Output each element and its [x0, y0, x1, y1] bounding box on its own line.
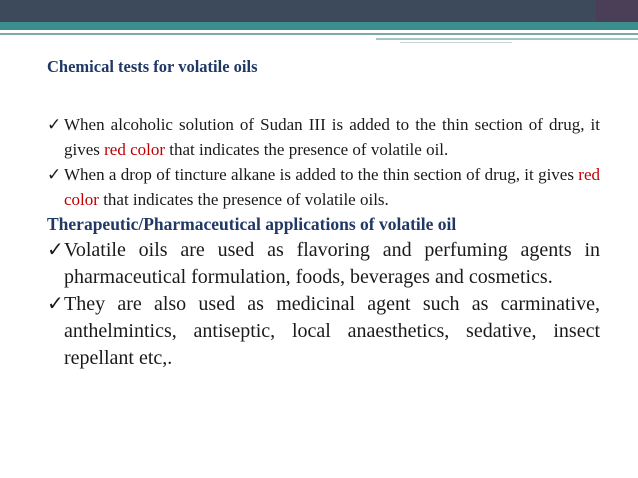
- decorative-line: [376, 38, 638, 40]
- checkmark-icon: ✓: [47, 239, 64, 261]
- checkmark-icon: ✓: [47, 165, 62, 184]
- bullet-text: When a drop of tincture alkane is added to the thin section of drug, it gives: [64, 165, 579, 184]
- decorative-line: [400, 42, 512, 43]
- decorative-line: [0, 33, 638, 35]
- slide-content: [47, 112, 600, 372]
- bullet-item: [47, 291, 600, 372]
- bullet-item: [47, 237, 600, 291]
- bullet-text: that indicates the presence of volatile oils.: [98, 190, 389, 209]
- bullet-text: They are also used as medicinal agent such as carminative, anthelmintics, antiseptic, local anaesthetics, sedative, insect repellant etc,.: [64, 293, 600, 369]
- bullet-text: Volatile oils are used as flavoring and perfuming agents in pharmaceutical formulation, foods, beverages and cosmetics.: [64, 239, 600, 288]
- bullet-item: [47, 112, 600, 162]
- teal-stripe: [0, 22, 638, 30]
- bullet-item: [47, 162, 600, 212]
- section-subheading: Therapeutic/Pharmaceutical applications of volatile oil: [47, 214, 457, 234]
- checkmark-icon: ✓: [47, 293, 64, 315]
- bullet-text: that indicates the presence of volatile oil.: [165, 140, 449, 159]
- checkmark-icon: ✓: [47, 115, 62, 134]
- slide-heading: Chemical tests for volatile oils: [47, 57, 258, 76]
- highlight-text: red color: [104, 140, 166, 159]
- highlight-text: red color: [64, 165, 600, 209]
- top-banner: [0, 0, 638, 22]
- top-banner-accent: [596, 0, 638, 22]
- bullet-text: When alcoholic solution of Sudan III is added to the thin section of drug, it gives: [64, 115, 600, 159]
